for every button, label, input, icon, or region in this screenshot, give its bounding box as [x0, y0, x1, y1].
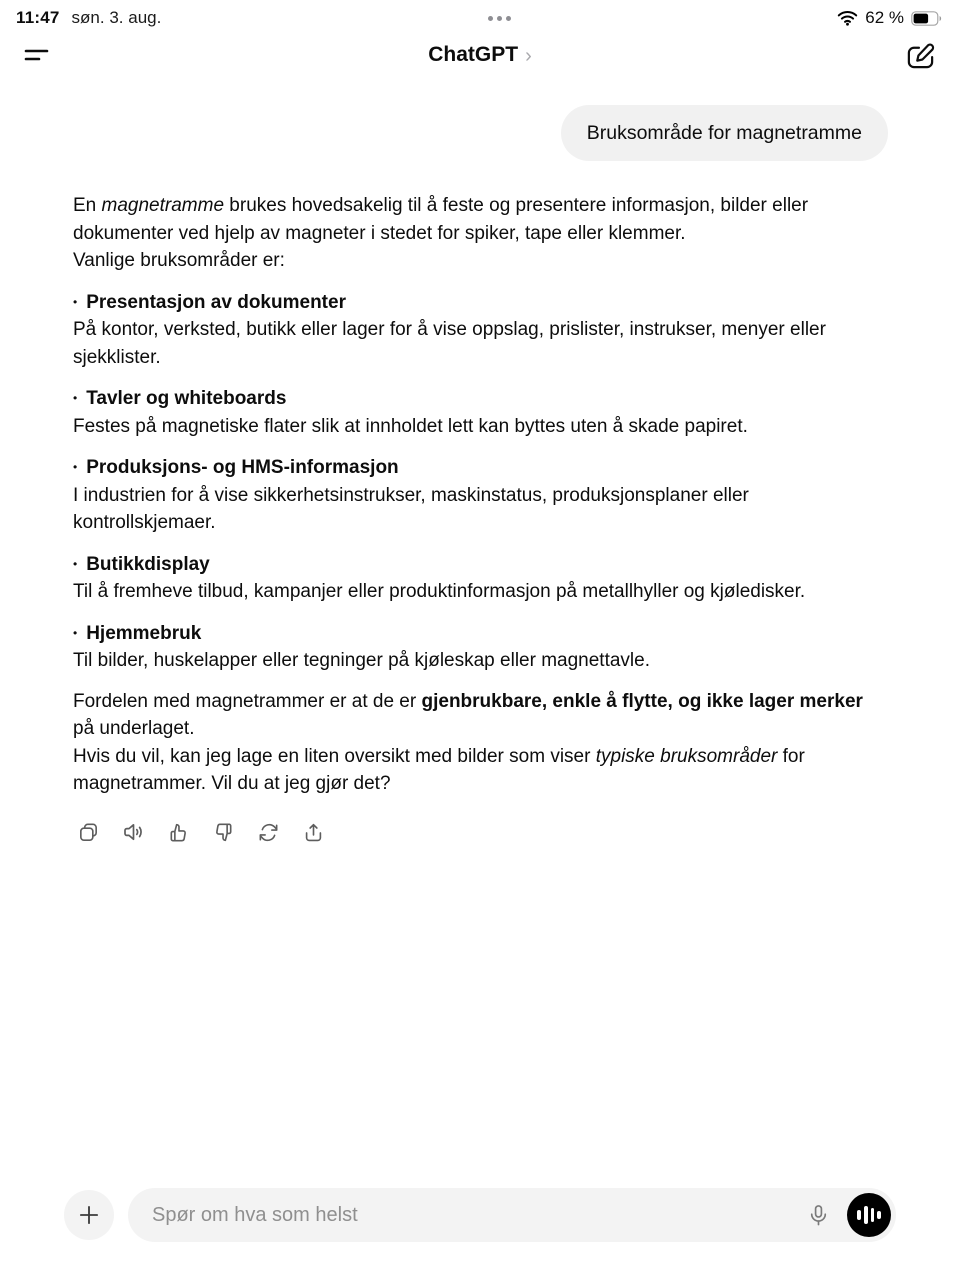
assistant-followup-paragraph: Hvis du vil, kan jeg lage en liten oversikt med bilder som viser typiske bruksområder for magnetrammer. Vil du at jeg gjør det?	[73, 745, 805, 795]
dictate-button[interactable]	[801, 1198, 835, 1232]
bullet-item	[73, 453, 888, 537]
compose-icon	[905, 40, 936, 71]
page-title: ChatGPT	[428, 43, 519, 66]
app-header	[0, 30, 960, 80]
bullet-body: Festes på magnetiske flater slik at innholdet lett kan byttes uten å skade papiret.	[73, 415, 748, 437]
status-time: 11:47	[16, 8, 60, 27]
chevron-right-icon: ›	[525, 45, 532, 67]
bullet-title: Butikkdisplay	[86, 553, 210, 575]
regenerate-button[interactable]	[253, 817, 284, 848]
read-aloud-icon	[122, 820, 146, 844]
plus-icon	[76, 1202, 102, 1228]
assistant-benefits-paragraph: Fordelen med magnetrammer er at de er gjenbrukbare, enkle å flytte, og ikke lager merker på underlaget.	[73, 690, 863, 740]
copy-icon	[77, 821, 100, 844]
bullet-marker: •	[73, 391, 78, 406]
message-input-container	[128, 1188, 896, 1242]
bullet-item	[73, 288, 888, 372]
bullet-item	[73, 619, 888, 675]
copy-button[interactable]	[73, 817, 104, 848]
bullet-marker: •	[73, 556, 78, 571]
bullet-item	[73, 550, 888, 606]
share-icon	[302, 821, 325, 844]
new-chat-button[interactable]	[902, 37, 938, 73]
bullet-body: Til å fremheve tilbud, kampanjer eller produktinformasjon på metallhyller og kjøledisker.	[73, 581, 806, 603]
chat-scroll-area	[0, 105, 960, 848]
voice-mode-button[interactable]	[847, 1193, 891, 1237]
bullet-title: Produksjons- og HMS-informasjon	[86, 457, 399, 479]
attach-button[interactable]	[64, 1190, 114, 1240]
bullet-body: Til bilder, huskelapper eller tegninger på kjøleskap eller magnettavle.	[73, 650, 650, 672]
battery-icon	[911, 11, 942, 26]
multitask-dots-icon	[161, 16, 837, 21]
sidebar-menu-button[interactable]	[22, 38, 56, 72]
bullet-marker: •	[73, 625, 78, 640]
wifi-icon	[837, 10, 858, 26]
share-button[interactable]	[298, 817, 329, 848]
bullet-body: I industrien for å vise sikkerhetsinstrukser, maskinstatus, produksjonsplaner eller kontrollskjemaer.	[73, 484, 749, 534]
regenerate-icon	[257, 821, 280, 844]
status-bar	[0, 0, 960, 30]
message-action-bar	[73, 817, 888, 848]
assistant-intro-paragraph: En magnetramme brukes hovedsakelig til å feste og presentere informasjon, bilder eller dokumenter ved hjelp av magneter i stedet for spiker, tape eller klemmer. Vanlige bruksområder er:	[73, 195, 809, 272]
waveform-icon	[857, 1210, 861, 1220]
thumbs-down-icon	[212, 821, 235, 844]
microphone-icon	[806, 1203, 831, 1228]
bullet-marker: •	[73, 460, 78, 475]
battery-percent: 62 %	[865, 8, 904, 27]
assistant-message	[73, 192, 888, 798]
bullet-body: På kontor, verksted, butikk eller lager for å vise oppslag, prislister, instrukser, menyer eller sjekklister.	[73, 319, 826, 368]
sidebar-menu-icon	[22, 44, 52, 66]
bullet-title: Tavler og whiteboards	[86, 388, 287, 410]
message-input[interactable]	[152, 1188, 801, 1242]
read-aloud-button[interactable]	[118, 817, 149, 848]
model-selector[interactable]	[428, 43, 532, 67]
composer-bar	[64, 1188, 896, 1242]
status-date: søn. 3. aug.	[71, 8, 162, 27]
bullet-item	[73, 384, 888, 440]
bullet-marker: •	[73, 294, 78, 309]
bullet-title: Presentasjon av dokumenter	[86, 291, 346, 313]
thumbs-up-button[interactable]	[163, 817, 194, 848]
thumbs-up-icon	[167, 821, 190, 844]
user-message-bubble: Bruksområde for magnetramme	[561, 105, 888, 161]
thumbs-down-button[interactable]	[208, 817, 239, 848]
bullet-title: Hjemmebruk	[86, 622, 202, 644]
